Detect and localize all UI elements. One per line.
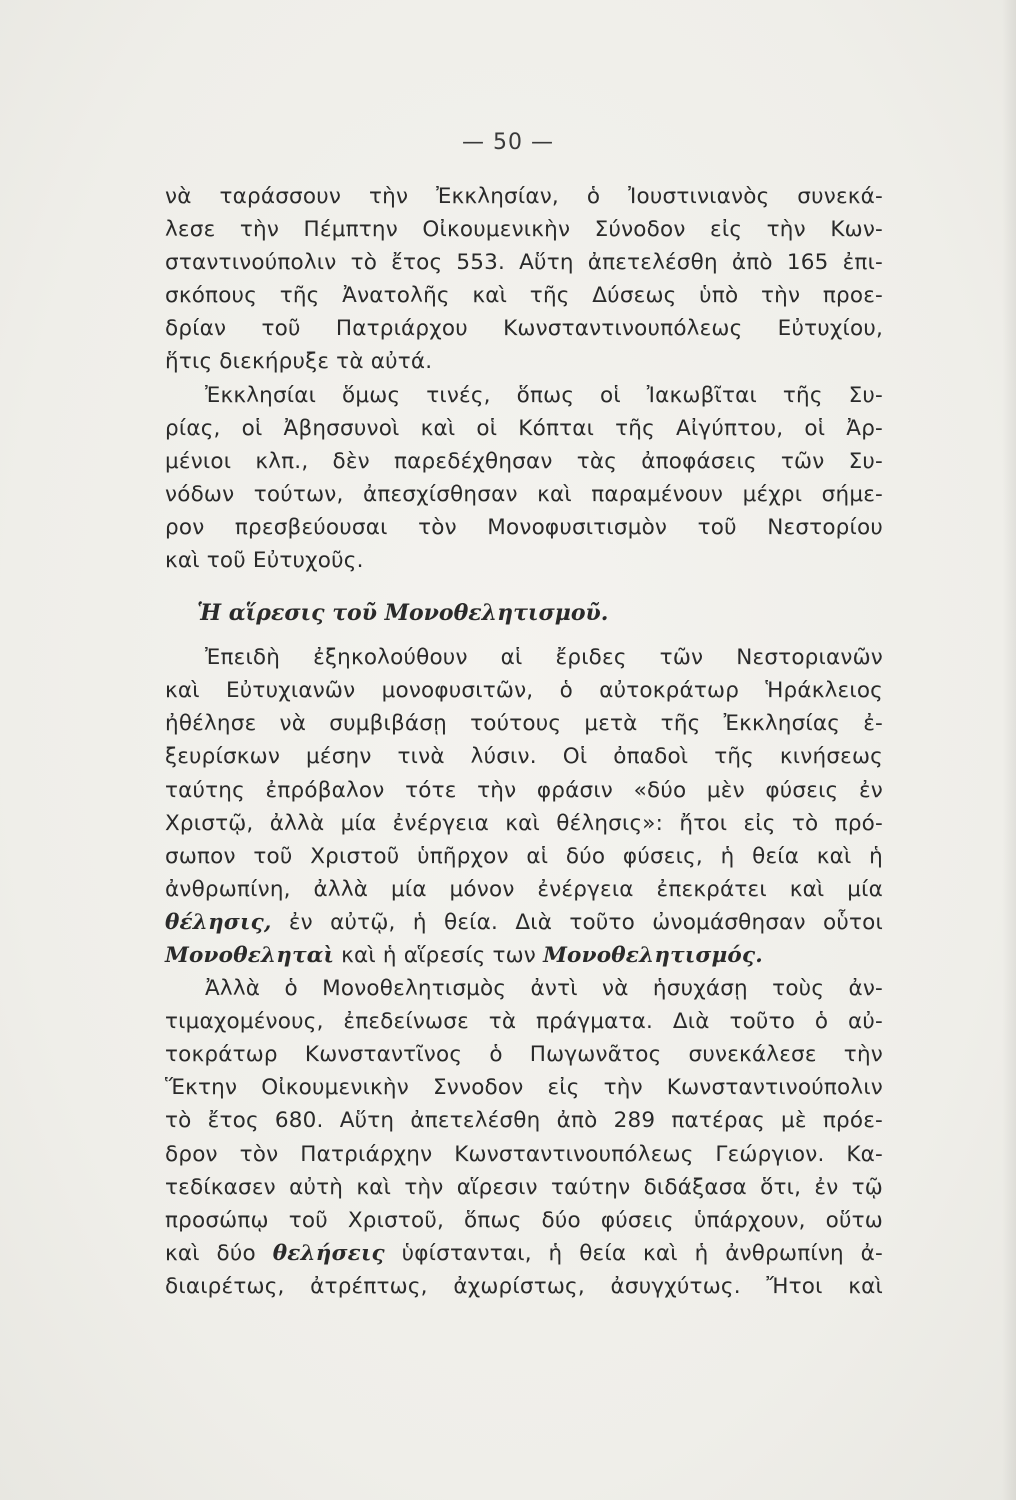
paragraph-sixth-council — [165, 972, 883, 1303]
text-line: λεσε τὴν Πέμπτην Οἰκουμενικὴν Σύνοδον εἰς τὴν Κων- — [165, 217, 883, 243]
text-line — [165, 939, 883, 972]
text-line: μένιοι κλπ., δὲν παρεδέχθησαν τὰς ἀποφάσεις τῶν Συ- — [165, 448, 883, 474]
text-line: ταύτης ἐπρόβαλον τότε τὴν φράσιν «δύο μὲν φύσεις ἐν — [165, 777, 883, 803]
text-line — [165, 1237, 883, 1270]
text-line: Ἕκτην Οἰκουμενικὴν Σννοδον εἰς τὴν Κωνσταντινούπολιν — [165, 1075, 883, 1101]
text-line: νὰ ταράσσουν τὴν Ἐκκλησίαν, ὁ Ἰουστινιανὸς συνεκά- — [165, 184, 883, 209]
text-fragment: ὑφίστανται, ἡ θεία καὶ ἡ ἀνθρωπίνη ἀ- — [384, 1240, 883, 1266]
text-line: σταντινούπολιν τὸ ἔτος 553. Αὕτη ἀπετελέσθη ἀπὸ 165 ἐπι- — [165, 250, 883, 276]
page-body — [165, 180, 883, 1303]
text-fragment: καὶ ἡ αἵρεσίς των — [334, 942, 544, 968]
text-line: δρίαν τοῦ Πατριάρχου Κωνσταντινουπόλεως Εὐτυχίου, — [165, 316, 883, 342]
text-line: ἠθέλησε νὰ συμβιβάσῃ τούτους μετὰ τῆς Ἐκκλησίας ἐ- — [165, 711, 883, 737]
text-line: ξευρίσκων μέσην τινὰ λύσιν. Οἱ ὀπαδοὶ τῆς κινήσεως — [165, 744, 883, 770]
paragraph-churches — [165, 379, 883, 578]
text-line: τὸ ἔτος 680. Αὕτη ἀπετελέσθη ἀπὸ 289 πατέρας μὲ πρόε- — [165, 1108, 883, 1134]
text-line: καὶ τοῦ Εὐτυχοῦς. — [165, 548, 364, 574]
page-number: — 50 — — [462, 130, 554, 155]
text-line: διαιρέτως, ἀτρέπτως, ἀχωρίστως, ἀσυγχύτως. Ἤτοι καὶ — [165, 1273, 883, 1299]
text-line: τοκράτωρ Κωνσταντῖνος ὁ Πωγωνᾶτος συνεκάλεσε τὴν — [165, 1042, 883, 1068]
page-edge-shadow — [1002, 0, 1016, 1500]
paragraph-heraclius — [165, 641, 883, 972]
emphasis-term: θελήσεις — [272, 1240, 385, 1266]
text-line: καὶ Εὐτυχιανῶν μονοφυσιτῶν, ὁ αὐτοκράτωρ Ἡράκλειος — [165, 678, 883, 704]
emphasis-term: θέλησις, — [165, 909, 272, 935]
text-line: τεδίκασεν αὐτὴ καὶ τὴν αἵρεσιν ταύτην διδάξασα ὅτι, ἐν τῷ — [165, 1174, 883, 1200]
text-line: Ἐπειδὴ ἐξηκολούθουν αἱ ἔριδες τῶν Νεστοριανῶν — [205, 645, 883, 671]
text-line: νόδων τούτων, ἀπεσχίσθησαν καὶ παραμένουν μέχρι σήμε- — [165, 481, 883, 507]
section-heading-text: Ἡ αἵρεσις τοῦ Μονοθελητισμοῦ. — [197, 600, 609, 627]
text-line: Ἐκκλησίαι ὅμως τινές, ὅπως οἱ Ἰακωβῖται τῆς Συ- — [205, 382, 883, 408]
text-line: Ἀλλὰ ὁ Μονοθελητισμὸς ἀντὶ νὰ ἡσυχάσῃ τοὺς ἀν- — [205, 976, 883, 1002]
emphasis-term: Μονοθεληταὶ — [165, 942, 335, 968]
text-line: ἀνθρωπίνη, ἀλλὰ μία μόνον ἐνέργεια ἐπεκράτει καὶ μία — [165, 876, 883, 902]
text-line: ρον πρεσβεύουσαι τὸν Μονοφυσιτισμὸν τοῦ Νεστορίου — [165, 514, 883, 540]
text-fragment: καὶ δύο — [165, 1240, 273, 1266]
text-line: δρον τὸν Πατριάρχην Κωνσταντινουπόλεως Γεώργιον. Κα- — [165, 1141, 883, 1167]
text-line: Χριστῷ, ἀλλὰ μία ἐνέργεια καὶ θέλησις»: ἤτοι εἰς τὸ πρό- — [165, 810, 883, 836]
text-line: σωπον τοῦ Χριστοῦ ὑπῆρχον αἱ δύο φύσεις, ἡ θεία καὶ ἡ — [165, 843, 883, 869]
paragraph-continuation — [165, 180, 883, 379]
emphasis-term: Μονοθελητισμός. — [543, 942, 763, 968]
text-line: τιμαχομένους, ἐπεδείνωσε τὰ πράγματα. Διὰ τοῦτο ὁ αὐ- — [165, 1009, 883, 1035]
text-line: σκόπους τῆς Ἀνατολῆς καὶ τῆς Δύσεως ὑπὸ τὴν προε- — [165, 283, 883, 309]
text-line — [165, 906, 883, 939]
text-line: ρίας, οἱ Ἀβησσυνοὶ καὶ οἱ Κόπται τῆς Αἰγύπτου, οἱ Ἀρ- — [165, 415, 883, 441]
text-line: ἥτις διεκήρυξε τὰ αὐτά. — [165, 349, 433, 375]
text-line: προσώπῳ τοῦ Χριστοῦ, ὅπως δύο φύσεις ὑπάρχουν, οὕτω — [165, 1207, 883, 1233]
section-heading — [165, 591, 883, 635]
text-fragment: ἐν αὐτῷ, ἡ θεία. Διὰ τοῦτο ὠνομάσθησαν οὗτοι — [271, 909, 883, 935]
